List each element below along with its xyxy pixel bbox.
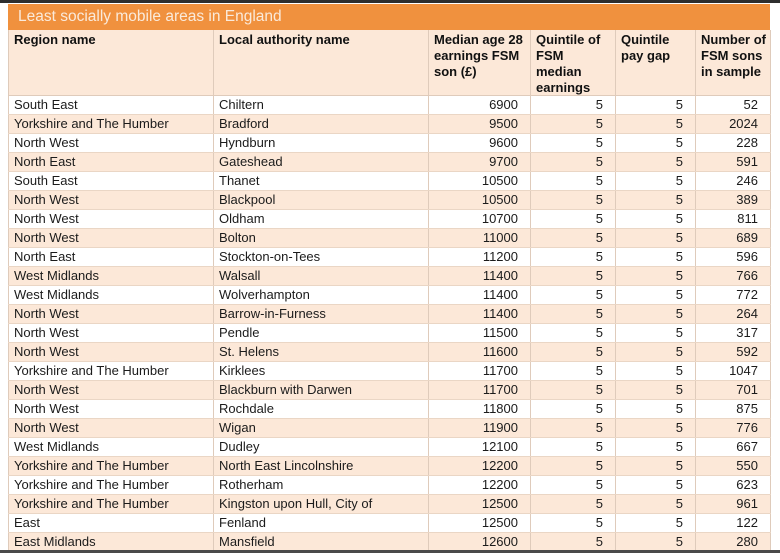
table-cell: 12500 xyxy=(429,495,531,514)
least-mobile-areas-table xyxy=(8,4,770,552)
table-row xyxy=(9,305,771,324)
data-table xyxy=(8,30,771,552)
table-row xyxy=(9,115,771,134)
table-cell: North West xyxy=(9,324,214,343)
table-cell: 11400 xyxy=(429,267,531,286)
table-cell: East Midlands xyxy=(9,533,214,552)
table-cell: 5 xyxy=(531,210,616,229)
table-row xyxy=(9,362,771,381)
table-cell: North West xyxy=(9,210,214,229)
table-cell: 772 xyxy=(696,286,771,305)
table-cell: 5 xyxy=(531,400,616,419)
table-cell: 5 xyxy=(531,229,616,248)
table-cell: 5 xyxy=(616,172,696,191)
table-cell: Wolverhampton xyxy=(214,286,429,305)
column-header: Median age 28 earnings FSM son (£) xyxy=(429,30,531,96)
table-cell: 5 xyxy=(531,153,616,172)
table-cell: 1047 xyxy=(696,362,771,381)
table-cell: 5 xyxy=(616,96,696,115)
table-cell: 10500 xyxy=(429,191,531,210)
table-cell: 5 xyxy=(531,476,616,495)
table-cell: 5 xyxy=(531,533,616,552)
table-cell: 591 xyxy=(696,153,771,172)
table-cell: 5 xyxy=(531,305,616,324)
table-title: Least socially mobile areas in England xyxy=(8,4,770,30)
table-cell: 5 xyxy=(616,381,696,400)
table-cell: 689 xyxy=(696,229,771,248)
table-cell: North West xyxy=(9,229,214,248)
table-cell: 776 xyxy=(696,419,771,438)
table-row xyxy=(9,267,771,286)
table-cell: 5 xyxy=(616,210,696,229)
table-row xyxy=(9,172,771,191)
table-cell: 5 xyxy=(531,324,616,343)
table-cell: 11700 xyxy=(429,362,531,381)
table-cell: 5 xyxy=(531,514,616,533)
table-cell: 5 xyxy=(531,267,616,286)
table-cell: Yorkshire and The Humber xyxy=(9,115,214,134)
table-cell: 12200 xyxy=(429,476,531,495)
table-cell: 5 xyxy=(616,324,696,343)
table-cell: 11900 xyxy=(429,419,531,438)
table-cell: 5 xyxy=(531,115,616,134)
table-cell: 5 xyxy=(616,533,696,552)
table-cell: North East xyxy=(9,153,214,172)
table-cell: Yorkshire and The Humber xyxy=(9,457,214,476)
table-cell: 9700 xyxy=(429,153,531,172)
table-cell: 389 xyxy=(696,191,771,210)
table-cell: 5 xyxy=(616,495,696,514)
table-cell: 667 xyxy=(696,438,771,457)
table-cell: Oldham xyxy=(214,210,429,229)
table-cell: West Midlands xyxy=(9,286,214,305)
table-cell: 5 xyxy=(531,438,616,457)
table-cell: 264 xyxy=(696,305,771,324)
table-cell: 122 xyxy=(696,514,771,533)
table-cell: 5 xyxy=(616,514,696,533)
table-cell: 5 xyxy=(531,381,616,400)
table-row xyxy=(9,96,771,115)
table-cell: Fenland xyxy=(214,514,429,533)
table-cell: 12200 xyxy=(429,457,531,476)
table-cell: West Midlands xyxy=(9,438,214,457)
column-header: Quintile pay gap xyxy=(616,30,696,96)
table-cell: Dudley xyxy=(214,438,429,457)
table-cell: 811 xyxy=(696,210,771,229)
table-row xyxy=(9,343,771,362)
table-cell: 623 xyxy=(696,476,771,495)
table-cell: 11200 xyxy=(429,248,531,267)
table-cell: 10500 xyxy=(429,172,531,191)
header-row xyxy=(9,30,771,96)
table-cell: 5 xyxy=(616,305,696,324)
table-cell: 246 xyxy=(696,172,771,191)
table-cell: Barrow-in-Furness xyxy=(214,305,429,324)
table-cell: Walsall xyxy=(214,267,429,286)
table-cell: North West xyxy=(9,343,214,362)
table-cell: Blackburn with Darwen xyxy=(214,381,429,400)
table-cell: 5 xyxy=(531,343,616,362)
table-cell: 5 xyxy=(531,419,616,438)
table-cell: North West xyxy=(9,381,214,400)
table-cell: 12500 xyxy=(429,514,531,533)
table-cell: 5 xyxy=(616,438,696,457)
table-cell: 596 xyxy=(696,248,771,267)
table-cell: 701 xyxy=(696,381,771,400)
table-cell: 11700 xyxy=(429,381,531,400)
table-cell: Wigan xyxy=(214,419,429,438)
table-cell: 5 xyxy=(616,115,696,134)
table-cell: Chiltern xyxy=(214,96,429,115)
table-cell: 52 xyxy=(696,96,771,115)
table-cell: 5 xyxy=(531,96,616,115)
table-cell: 5 xyxy=(616,419,696,438)
table-cell: 11000 xyxy=(429,229,531,248)
table-cell: Kirklees xyxy=(214,362,429,381)
table-cell: North West xyxy=(9,400,214,419)
table-cell: Yorkshire and The Humber xyxy=(9,495,214,514)
table-cell: Pendle xyxy=(214,324,429,343)
table-cell: 5 xyxy=(531,495,616,514)
table-cell: 12600 xyxy=(429,533,531,552)
table-body xyxy=(9,96,771,552)
table-cell: 5 xyxy=(616,229,696,248)
table-cell: 317 xyxy=(696,324,771,343)
table-cell: Stockton-on-Tees xyxy=(214,248,429,267)
table-cell: St. Helens xyxy=(214,343,429,362)
table-cell: North East xyxy=(9,248,214,267)
table-cell: Gateshead xyxy=(214,153,429,172)
table-cell: 280 xyxy=(696,533,771,552)
column-header: Quintile of FSM median earnings xyxy=(531,30,616,96)
table-cell: 766 xyxy=(696,267,771,286)
table-row xyxy=(9,153,771,172)
table-cell: West Midlands xyxy=(9,267,214,286)
table-cell: 9600 xyxy=(429,134,531,153)
table-cell: Yorkshire and The Humber xyxy=(9,362,214,381)
table-cell: North East Lincolnshire xyxy=(214,457,429,476)
table-cell: 11500 xyxy=(429,324,531,343)
table-cell: 6900 xyxy=(429,96,531,115)
table-row xyxy=(9,476,771,495)
table-row xyxy=(9,514,771,533)
table-row xyxy=(9,400,771,419)
table-cell: Yorkshire and The Humber xyxy=(9,476,214,495)
table-cell: 5 xyxy=(616,286,696,305)
table-row xyxy=(9,438,771,457)
table-cell: North West xyxy=(9,305,214,324)
table-cell: 5 xyxy=(531,172,616,191)
table-cell: Bolton xyxy=(214,229,429,248)
table-row xyxy=(9,381,771,400)
table-cell: Thanet xyxy=(214,172,429,191)
table-cell: 5 xyxy=(616,400,696,419)
table-cell: Hyndburn xyxy=(214,134,429,153)
table-cell: 5 xyxy=(616,476,696,495)
table-cell: 11400 xyxy=(429,305,531,324)
table-cell: 550 xyxy=(696,457,771,476)
table-cell: North West xyxy=(9,134,214,153)
column-header: Number of FSM sons in sample xyxy=(696,30,771,96)
table-cell: 875 xyxy=(696,400,771,419)
table-cell: 5 xyxy=(531,191,616,210)
table-row xyxy=(9,210,771,229)
table-cell: 5 xyxy=(531,286,616,305)
table-cell: 11800 xyxy=(429,400,531,419)
table-cell: 2024 xyxy=(696,115,771,134)
table-row xyxy=(9,248,771,267)
table-cell: East xyxy=(9,514,214,533)
bottom-rule xyxy=(0,550,780,553)
table-cell: 5 xyxy=(616,191,696,210)
table-cell: 592 xyxy=(696,343,771,362)
table-cell: Rotherham xyxy=(214,476,429,495)
table-cell: Rochdale xyxy=(214,400,429,419)
table-cell: 5 xyxy=(616,457,696,476)
table-cell: South East xyxy=(9,96,214,115)
column-header: Region name xyxy=(9,30,214,96)
table-cell: 5 xyxy=(616,248,696,267)
table-cell: North West xyxy=(9,419,214,438)
table-row xyxy=(9,191,771,210)
table-cell: 5 xyxy=(531,248,616,267)
table-cell: Bradford xyxy=(214,115,429,134)
table-cell: 11400 xyxy=(429,286,531,305)
table-cell: 5 xyxy=(531,362,616,381)
table-row xyxy=(9,134,771,153)
table-cell: 12100 xyxy=(429,438,531,457)
table-cell: 5 xyxy=(616,134,696,153)
table-cell: 5 xyxy=(531,134,616,153)
table-cell: South East xyxy=(9,172,214,191)
table-cell: 228 xyxy=(696,134,771,153)
column-header: Local authority name xyxy=(214,30,429,96)
table-row xyxy=(9,229,771,248)
table-cell: Mansfield xyxy=(214,533,429,552)
table-cell: 5 xyxy=(616,267,696,286)
table-cell: 5 xyxy=(531,457,616,476)
table-row xyxy=(9,286,771,305)
table-row xyxy=(9,495,771,514)
top-rule xyxy=(0,0,780,3)
table-cell: 10700 xyxy=(429,210,531,229)
table-row xyxy=(9,419,771,438)
table-cell: 9500 xyxy=(429,115,531,134)
table-cell: North West xyxy=(9,191,214,210)
table-row xyxy=(9,324,771,343)
table-cell: Blackpool xyxy=(214,191,429,210)
table-cell: Kingston upon Hull, City of xyxy=(214,495,429,514)
table-row xyxy=(9,457,771,476)
table-cell: 5 xyxy=(616,343,696,362)
table-cell: 5 xyxy=(616,153,696,172)
table-cell: 5 xyxy=(616,362,696,381)
table-cell: 11600 xyxy=(429,343,531,362)
table-cell: 961 xyxy=(696,495,771,514)
